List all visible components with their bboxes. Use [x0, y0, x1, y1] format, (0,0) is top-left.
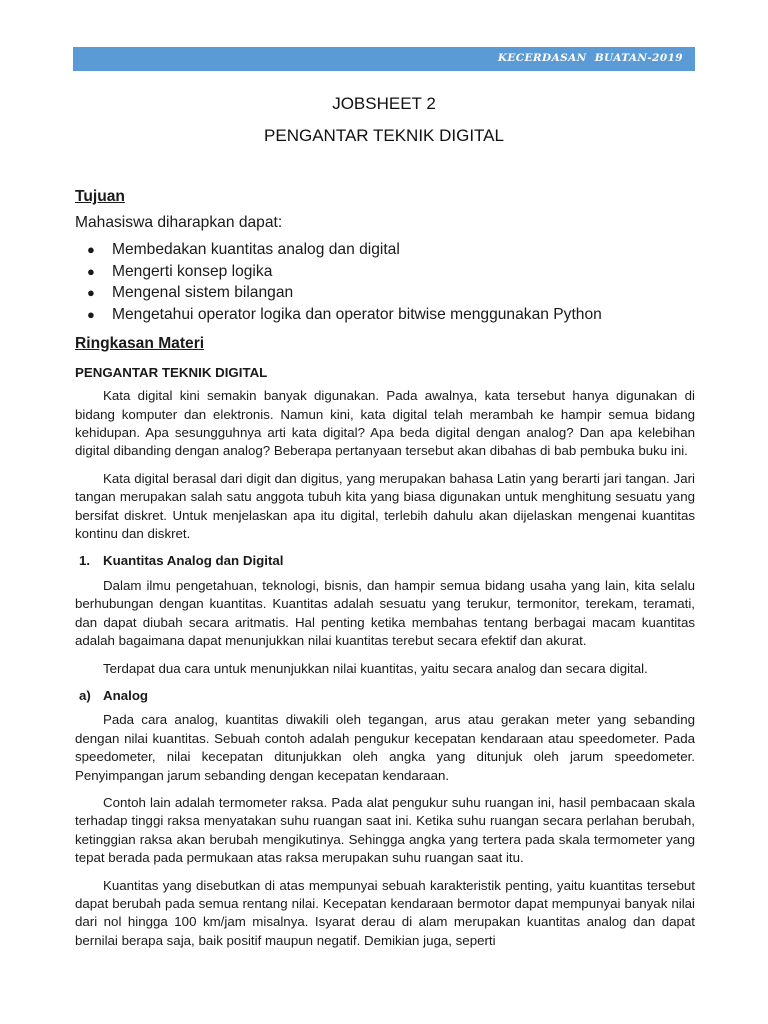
- list-item: ● Mengetahui operator logika dan operator bitwise menggunakan Python: [75, 304, 695, 326]
- section-number: a): [79, 687, 91, 703]
- bullet-icon: ●: [87, 263, 95, 279]
- section-title: Kuantitas Analog dan Digital: [103, 553, 284, 569]
- section-number: 1.: [79, 553, 91, 569]
- paragraph: Contoh lain adalah termometer raksa. Pada alat pengukur suhu ruangan ini, hasil pembacaan skala terhadap tinggi raksa menyatakan suhu ruangan saat ini. Ketika suhu ruangan secara perlahan berubah, ketinggian raksa akan berubah mengikutinya. Sehingga angka yang tertera pada skala termometer yang tepat berada pada permukaan atas raksa merupakan suhu ruangan saat itu.: [75, 794, 695, 866]
- goals-list: [75, 239, 695, 326]
- section-title: Analog: [103, 687, 149, 703]
- section-a-heading: [75, 687, 695, 705]
- bullet-icon: ●: [87, 242, 95, 257]
- bullet-icon: ●: [87, 285, 95, 301]
- paragraph: Kata digital berasal dari digit dan digitus, yang merupakan bahasa Latin yang berarti jari tangan. Jari tangan merupakan salah satu anggota tubuh kita yang biasa digunakan untuk menghitung sesuatu yang bersifat diskret. Untuk menjelaskan apa itu digital, terlebih dahulu akan dijelaskan mengenai kuantitas kontinu dan diskret.: [75, 470, 695, 542]
- tujuan-heading: Tujuan: [75, 188, 125, 205]
- list-item: ● Mengenal sistem bilangan: [75, 282, 695, 304]
- paragraph: Terdapat dua cara untuk menunjukkan nilai kuantitas, yaitu secara analog dan secara digital.: [103, 660, 648, 676]
- paragraph: Dalam ilmu pengetahuan, teknologi, bisnis, dan hampir semua bidang usaha yang lain, kita selalu berhubungan dengan kuantitas. Kuantitas adalah sesuatu yang terukur, termonitor, terekam, teramati, dan dapat diubah secara aritmatis. Hal penting ketika membahas tentang berbagai macam kuantitas adalah bagaimana dapat menunjukkan nilai kuantitas terebut secara efektif dan akurat.: [75, 577, 695, 649]
- tujuan-intro: Mahasiswa diharapkan dapat:: [75, 214, 283, 231]
- document-body: [75, 187, 695, 959]
- bullet-icon: ●: [87, 307, 95, 323]
- header-bar: [73, 47, 695, 71]
- jobsheet-title: JOBSHEET 2: [332, 94, 436, 113]
- paragraph: Pada cara analog, kuantitas diwakili oleh tegangan, arus atau gerakan meter yang sebanding dengan nilai kuantitas. Sebuah contoh adalah pengukur kecepatan kendaraan atau speedometer. Pada speedometer, nilai kecepatan ditunjukkan oleh angka yang ditunjuk oleh jarum speedometer. Penyimpangan jarum sebanding dengan kecepatan kendaraan.: [75, 712, 695, 783]
- header-label: KECERDASAN BUATAN-2019: [497, 52, 683, 64]
- section-1-heading: [75, 552, 695, 570]
- document-title: PENGANTAR TEKNIK DIGITAL: [264, 126, 504, 145]
- paragraph: Kata digital kini semakin banyak digunakan. Pada awalnya, kata tersebut hanya digunakan di bidang komputer dan elektronis. Namun kini, kata digital telah merambah ke hampir semua bidang kehidupan. Apa sesungguhnya arti kata digital? Apa beda digital dengan analog? Dan apa kelebihan digital dibanding dengan analog? Beberapa pertanyaan tersebut akan dibahas di bab pembuka buku ini.: [75, 388, 695, 459]
- ringkasan-heading: Ringkasan Materi: [75, 334, 205, 352]
- paragraph: Kuantitas yang disebutkan di atas mempunyai sebuah karakteristik penting, yaitu kuantitas tersebut dapat berubah pada semua rentang nilai. Kecepatan kendaraan bermotor dapat mempunyai banyak nilai dari nol hingga 100 km/jam misalnya. Isyarat derau di alam merupakan kuantitas analog dan dapat bernilai berapa saja, baik positif maupun negatif. Demikian juga, seperti: [75, 877, 695, 948]
- list-item: ● Mengerti konsep logika: [75, 261, 695, 283]
- ringkasan-subheading: PENGANTAR TEKNIK DIGITAL: [75, 364, 268, 380]
- list-item: ● Membedakan kuantitas analog dan digital: [75, 239, 695, 261]
